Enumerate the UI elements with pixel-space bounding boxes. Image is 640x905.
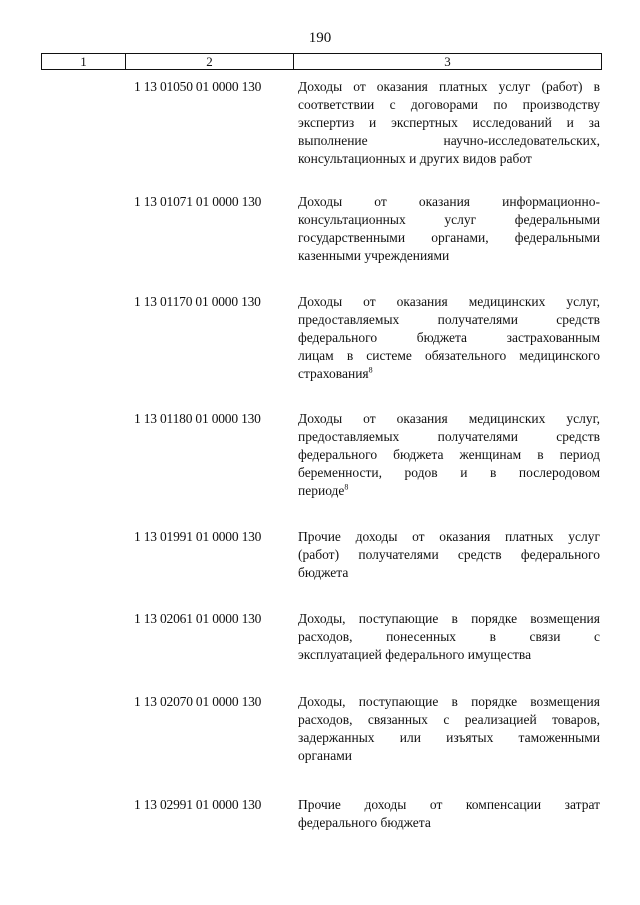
revenue-description <box>298 410 600 500</box>
table-header-row <box>41 53 602 70</box>
revenue-code: 1 13 01991 01 0000 130 <box>134 529 262 544</box>
revenue-description <box>298 610 600 664</box>
description-line: эксплуатацией федерального имущества <box>298 647 532 662</box>
revenue-description <box>298 693 600 765</box>
description-line: государственными органами, федеральными <box>298 230 600 245</box>
description-line: страхования$^8$ <box>298 365 373 381</box>
description-line: расходов, понесенных в связи с <box>298 629 600 644</box>
description-line: казенными учреждениями <box>298 248 450 263</box>
description-line: Доходы от оказания платных услуг (работ) в <box>298 79 600 94</box>
header-column-3: 3 <box>444 54 451 69</box>
description-line: консультационных и других видов работ <box>298 151 532 166</box>
description-line: Доходы от оказания медицинских услуг, <box>298 294 600 309</box>
header-column-1: 1 <box>42 54 126 69</box>
header-column-2: 2 <box>126 54 294 69</box>
revenue-description <box>298 528 600 582</box>
description-line: задержанных или изъятых таможенными <box>298 730 600 745</box>
revenue-code: 1 13 02991 01 0000 130 <box>134 797 262 812</box>
description-line: предоставляемых получателями средств <box>298 429 600 444</box>
revenue-code: 1 13 01170 01 0000 130 <box>134 294 261 309</box>
description-line: консультационных услуг федеральными <box>298 212 600 227</box>
description-line: Доходы от оказания информационно- <box>298 194 600 209</box>
revenue-description <box>298 293 600 383</box>
description-line: Доходы, поступающие в порядке возмещения <box>298 694 600 709</box>
description-line: органами <box>298 748 353 763</box>
revenue-description <box>298 78 600 168</box>
revenue-code: 1 13 02070 01 0000 130 <box>134 694 262 709</box>
description-line: Доходы от оказания медицинских услуг, <box>298 411 600 426</box>
description-line: бюджета <box>298 565 349 580</box>
description-line: выполнение научно-исследовательских, <box>298 133 600 148</box>
description-line: беременности, родов и в послеродовом <box>298 465 600 480</box>
revenue-description <box>298 193 600 265</box>
page-number: 190 <box>308 30 332 46</box>
description-line: лицам в системе обязательного медицинского <box>298 348 600 363</box>
description-line: периоде$^8$ <box>298 482 349 498</box>
description-line: Прочие доходы от компенсации затрат <box>298 797 600 812</box>
revenue-description <box>298 796 600 832</box>
description-line: федерального бюджета застрахованным <box>298 330 600 345</box>
description-line: Прочие доходы от оказания платных услуг <box>298 529 600 544</box>
revenue-code: 1 13 02061 01 0000 130 <box>134 611 262 626</box>
description-line: расходов, связанных с реализацией товаров, <box>298 712 600 727</box>
description-line: Доходы, поступающие в порядке возмещения <box>298 611 600 626</box>
revenue-code: 1 13 01050 01 0000 130 <box>134 79 262 94</box>
revenue-code: 1 13 01180 01 0000 130 <box>134 411 261 426</box>
description-line: федерального бюджета женщинам в период <box>298 447 600 462</box>
footnote-marker: 8 <box>368 365 373 375</box>
description-line: экспертиз и экспертных исследований и за <box>298 115 600 130</box>
description-line: соответствии с договорами по производству <box>298 97 600 112</box>
description-line: предоставляемых получателями средств <box>298 312 600 327</box>
revenue-code: 1 13 01071 01 0000 130 <box>134 194 262 209</box>
description-line: (работ) получателями средств федерального <box>298 547 600 562</box>
footnote-marker: 8 <box>344 482 349 492</box>
description-line: федерального бюджета <box>298 815 431 830</box>
